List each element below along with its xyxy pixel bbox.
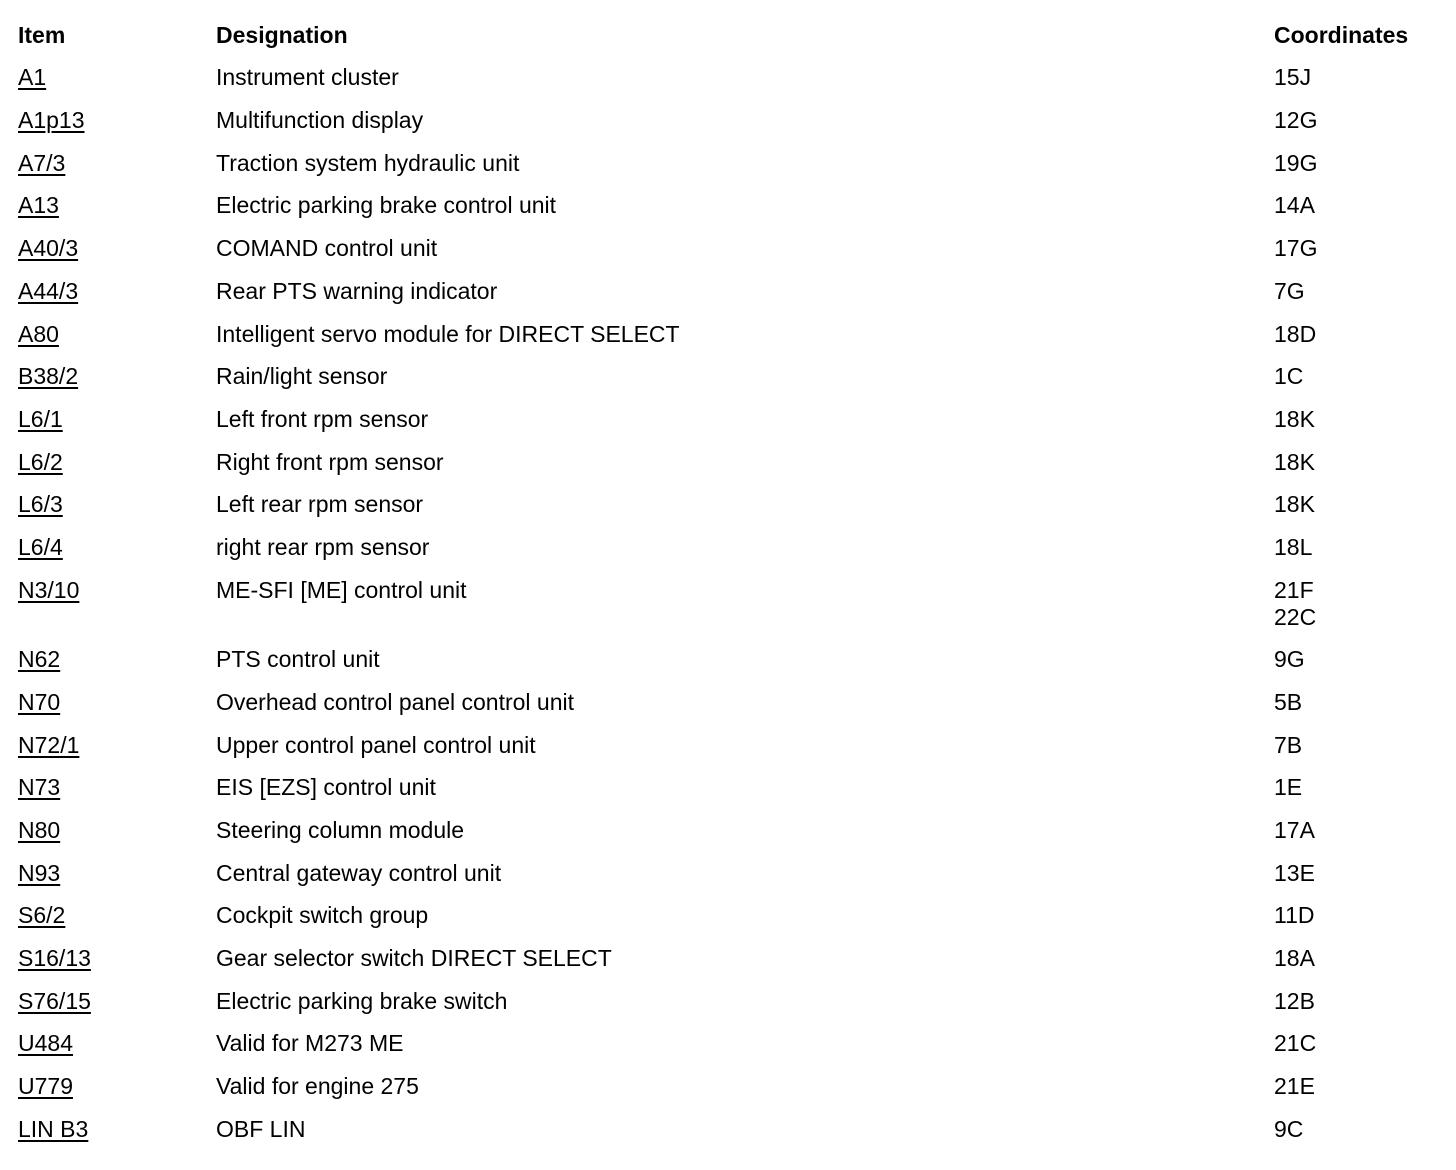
designation-cell: EIS [EZS] control unit <box>216 774 436 801</box>
designation-cell: Central gateway control unit <box>216 859 502 886</box>
table-row <box>18 774 1438 817</box>
designation-cell: Traction system hydraulic unit <box>216 149 520 176</box>
designation-cell: Rear PTS warning indicator <box>216 277 498 304</box>
coordinate-value: 17G <box>1274 235 1318 262</box>
coordinate-value: 19G <box>1274 149 1318 176</box>
header-item: Item <box>18 22 66 48</box>
coordinates-cell <box>1274 406 1438 433</box>
item-cell <box>18 491 216 518</box>
item-link[interactable]: A13 <box>18 192 59 219</box>
item-link[interactable]: N72/1 <box>18 731 80 758</box>
coordinates-cell <box>1274 1030 1438 1057</box>
table-row <box>18 945 1438 988</box>
coordinate-value: 21E <box>1274 1073 1315 1100</box>
item-link[interactable]: U779 <box>18 1073 73 1100</box>
item-link[interactable]: A80 <box>18 320 59 347</box>
table-row <box>18 860 1438 903</box>
table-row <box>18 1073 1438 1116</box>
designation-cell: Right front rpm sensor <box>216 448 444 475</box>
item-cell <box>18 945 216 972</box>
item-cell <box>18 902 216 929</box>
item-cell <box>18 235 216 262</box>
item-cell <box>18 1030 216 1057</box>
coordinates-cell <box>1274 902 1438 929</box>
item-link[interactable]: B38/2 <box>18 363 79 390</box>
coordinate-value: 14A <box>1274 192 1315 219</box>
item-link[interactable]: U484 <box>18 1030 73 1057</box>
coordinate-value: 1E <box>1274 774 1303 801</box>
coordinate-value: 15J <box>1274 64 1312 91</box>
item-link[interactable]: A1 <box>18 64 47 91</box>
item-cell <box>18 732 216 759</box>
coordinate-value: 18L <box>1274 533 1313 560</box>
table-header <box>18 22 1438 64</box>
item-link[interactable]: N3/10 <box>18 576 80 603</box>
coordinates-cell <box>1274 1116 1438 1143</box>
designation-cell: OBF LIN <box>216 1115 306 1142</box>
item-cell <box>18 64 216 91</box>
item-cell <box>18 1073 216 1100</box>
table-row <box>18 278 1438 321</box>
coordinate-value: 7G <box>1274 277 1305 304</box>
item-link[interactable]: L6/3 <box>18 491 63 518</box>
item-cell <box>18 689 216 716</box>
designation-cell: Electric parking brake switch <box>216 987 508 1014</box>
designation-cell: Overhead control panel control unit <box>216 688 574 715</box>
coordinate-value: 18K <box>1274 448 1315 475</box>
table-row <box>18 192 1438 235</box>
designation-cell: COMAND control unit <box>216 235 438 262</box>
coordinates-cell <box>1274 577 1438 631</box>
table-row <box>18 107 1438 150</box>
item-cell <box>18 646 216 673</box>
table-row <box>18 235 1438 278</box>
coordinates-cell <box>1274 945 1438 972</box>
coordinates-cell <box>1274 64 1438 91</box>
item-link[interactable]: S16/13 <box>18 944 91 971</box>
designation-cell: Valid for engine 275 <box>216 1073 419 1100</box>
table-row <box>18 534 1438 577</box>
designation-cell: right rear rpm sensor <box>216 533 430 560</box>
coordinates-cell <box>1274 363 1438 390</box>
designation-cell: Electric parking brake control unit <box>216 192 557 219</box>
coordinates-cell <box>1274 646 1438 673</box>
item-cell <box>18 817 216 844</box>
item-link[interactable]: N80 <box>18 816 61 843</box>
designation-cell: Rain/light sensor <box>216 363 388 390</box>
item-link[interactable]: N93 <box>18 859 61 886</box>
item-cell <box>18 577 216 604</box>
coordinate-value: 18K <box>1274 491 1315 518</box>
table-row <box>18 363 1438 406</box>
item-link[interactable]: L6/1 <box>18 405 63 432</box>
coordinate-value: 11D <box>1274 902 1315 929</box>
coordinate-value: 21C <box>1274 1030 1317 1057</box>
item-cell <box>18 192 216 219</box>
table-row <box>18 150 1438 193</box>
designation-cell: Instrument cluster <box>216 64 399 91</box>
table-row <box>18 406 1438 449</box>
item-link[interactable]: A7/3 <box>18 149 66 176</box>
table-row <box>18 449 1438 492</box>
coordinate-value: 5B <box>1274 688 1303 715</box>
coordinate-value: 21F <box>1274 576 1314 603</box>
coordinate-value: 7B <box>1274 731 1303 758</box>
coordinates-cell <box>1274 774 1438 801</box>
item-cell <box>18 321 216 348</box>
item-link[interactable]: N62 <box>18 646 61 673</box>
coordinate-value: 17A <box>1274 816 1315 843</box>
coordinates-cell <box>1274 860 1438 887</box>
item-cell <box>18 860 216 887</box>
item-link[interactable]: LIN B3 <box>18 1115 89 1142</box>
coordinates-cell <box>1274 491 1438 518</box>
coordinate-value: 22C <box>1274 603 1317 630</box>
designation-cell: PTS control unit <box>216 646 380 673</box>
designation-cell: Left front rpm sensor <box>216 405 429 432</box>
designation-cell: Upper control panel control unit <box>216 731 536 758</box>
table-row <box>18 689 1438 732</box>
item-link[interactable]: N73 <box>18 774 61 801</box>
table-body <box>18 64 1438 1158</box>
coordinates-cell <box>1274 534 1438 561</box>
table-row <box>18 577 1438 647</box>
coordinates-cell <box>1274 107 1438 134</box>
item-cell <box>18 988 216 1015</box>
designation-cell: Steering column module <box>216 816 465 843</box>
designation-cell: Gear selector switch DIRECT SELECT <box>216 944 612 971</box>
coordinate-value: 12G <box>1274 107 1318 134</box>
item-cell <box>18 150 216 177</box>
designation-cell: ME-SFI [ME] control unit <box>216 576 467 603</box>
table-row <box>18 491 1438 534</box>
item-cell <box>18 107 216 134</box>
item-link[interactable]: L6/2 <box>18 448 63 475</box>
coordinates-cell <box>1274 235 1438 262</box>
coordinate-value: 9C <box>1274 1115 1304 1142</box>
coordinates-cell <box>1274 150 1438 177</box>
coordinates-cell <box>1274 321 1438 348</box>
coordinates-cell <box>1274 817 1438 844</box>
coordinates-cell <box>1274 192 1438 219</box>
table-row <box>18 321 1438 364</box>
coordinate-value: 13E <box>1274 859 1315 886</box>
designation-cell: Valid for M273 ME <box>216 1030 404 1057</box>
table-row <box>18 64 1438 107</box>
item-link[interactable]: S76/15 <box>18 987 91 1014</box>
table-row <box>18 732 1438 775</box>
item-link[interactable]: A1p13 <box>18 107 85 134</box>
coordinate-value: 18A <box>1274 944 1315 971</box>
designation-cell: Intelligent servo module for DIRECT SELECT <box>216 320 680 347</box>
table-row <box>18 1030 1438 1073</box>
item-cell <box>18 363 216 390</box>
coordinates-cell <box>1274 278 1438 305</box>
coordinates-cell <box>1274 1073 1438 1100</box>
header-designation: Designation <box>216 22 348 48</box>
coordinate-value: 12B <box>1274 987 1315 1014</box>
table-row <box>18 902 1438 945</box>
component-legend-table <box>18 22 1438 1158</box>
item-cell <box>18 534 216 561</box>
coordinates-cell <box>1274 449 1438 476</box>
item-cell <box>18 406 216 433</box>
table-row <box>18 817 1438 860</box>
item-cell <box>18 449 216 476</box>
coordinate-value: 9G <box>1274 646 1305 673</box>
designation-cell: Cockpit switch group <box>216 902 429 929</box>
item-cell <box>18 774 216 801</box>
item-cell <box>18 278 216 305</box>
table-row <box>18 646 1438 689</box>
item-link[interactable]: N70 <box>18 688 61 715</box>
item-link[interactable]: A44/3 <box>18 277 79 304</box>
coordinates-cell <box>1274 689 1438 716</box>
item-link[interactable]: S6/2 <box>18 902 66 929</box>
item-link[interactable]: L6/4 <box>18 533 63 560</box>
coordinate-value: 18K <box>1274 405 1315 432</box>
coordinate-value: 18D <box>1274 320 1317 347</box>
designation-cell: Left rear rpm sensor <box>216 491 424 518</box>
coordinates-cell <box>1274 988 1438 1015</box>
coordinates-cell <box>1274 732 1438 759</box>
header-coordinates: Coordinates <box>1274 22 1409 48</box>
table-row <box>18 988 1438 1031</box>
designation-cell: Multifunction display <box>216 107 424 134</box>
item-cell <box>18 1116 216 1143</box>
coordinate-value: 1C <box>1274 363 1304 390</box>
item-link[interactable]: A40/3 <box>18 235 79 262</box>
table-row <box>18 1116 1438 1159</box>
